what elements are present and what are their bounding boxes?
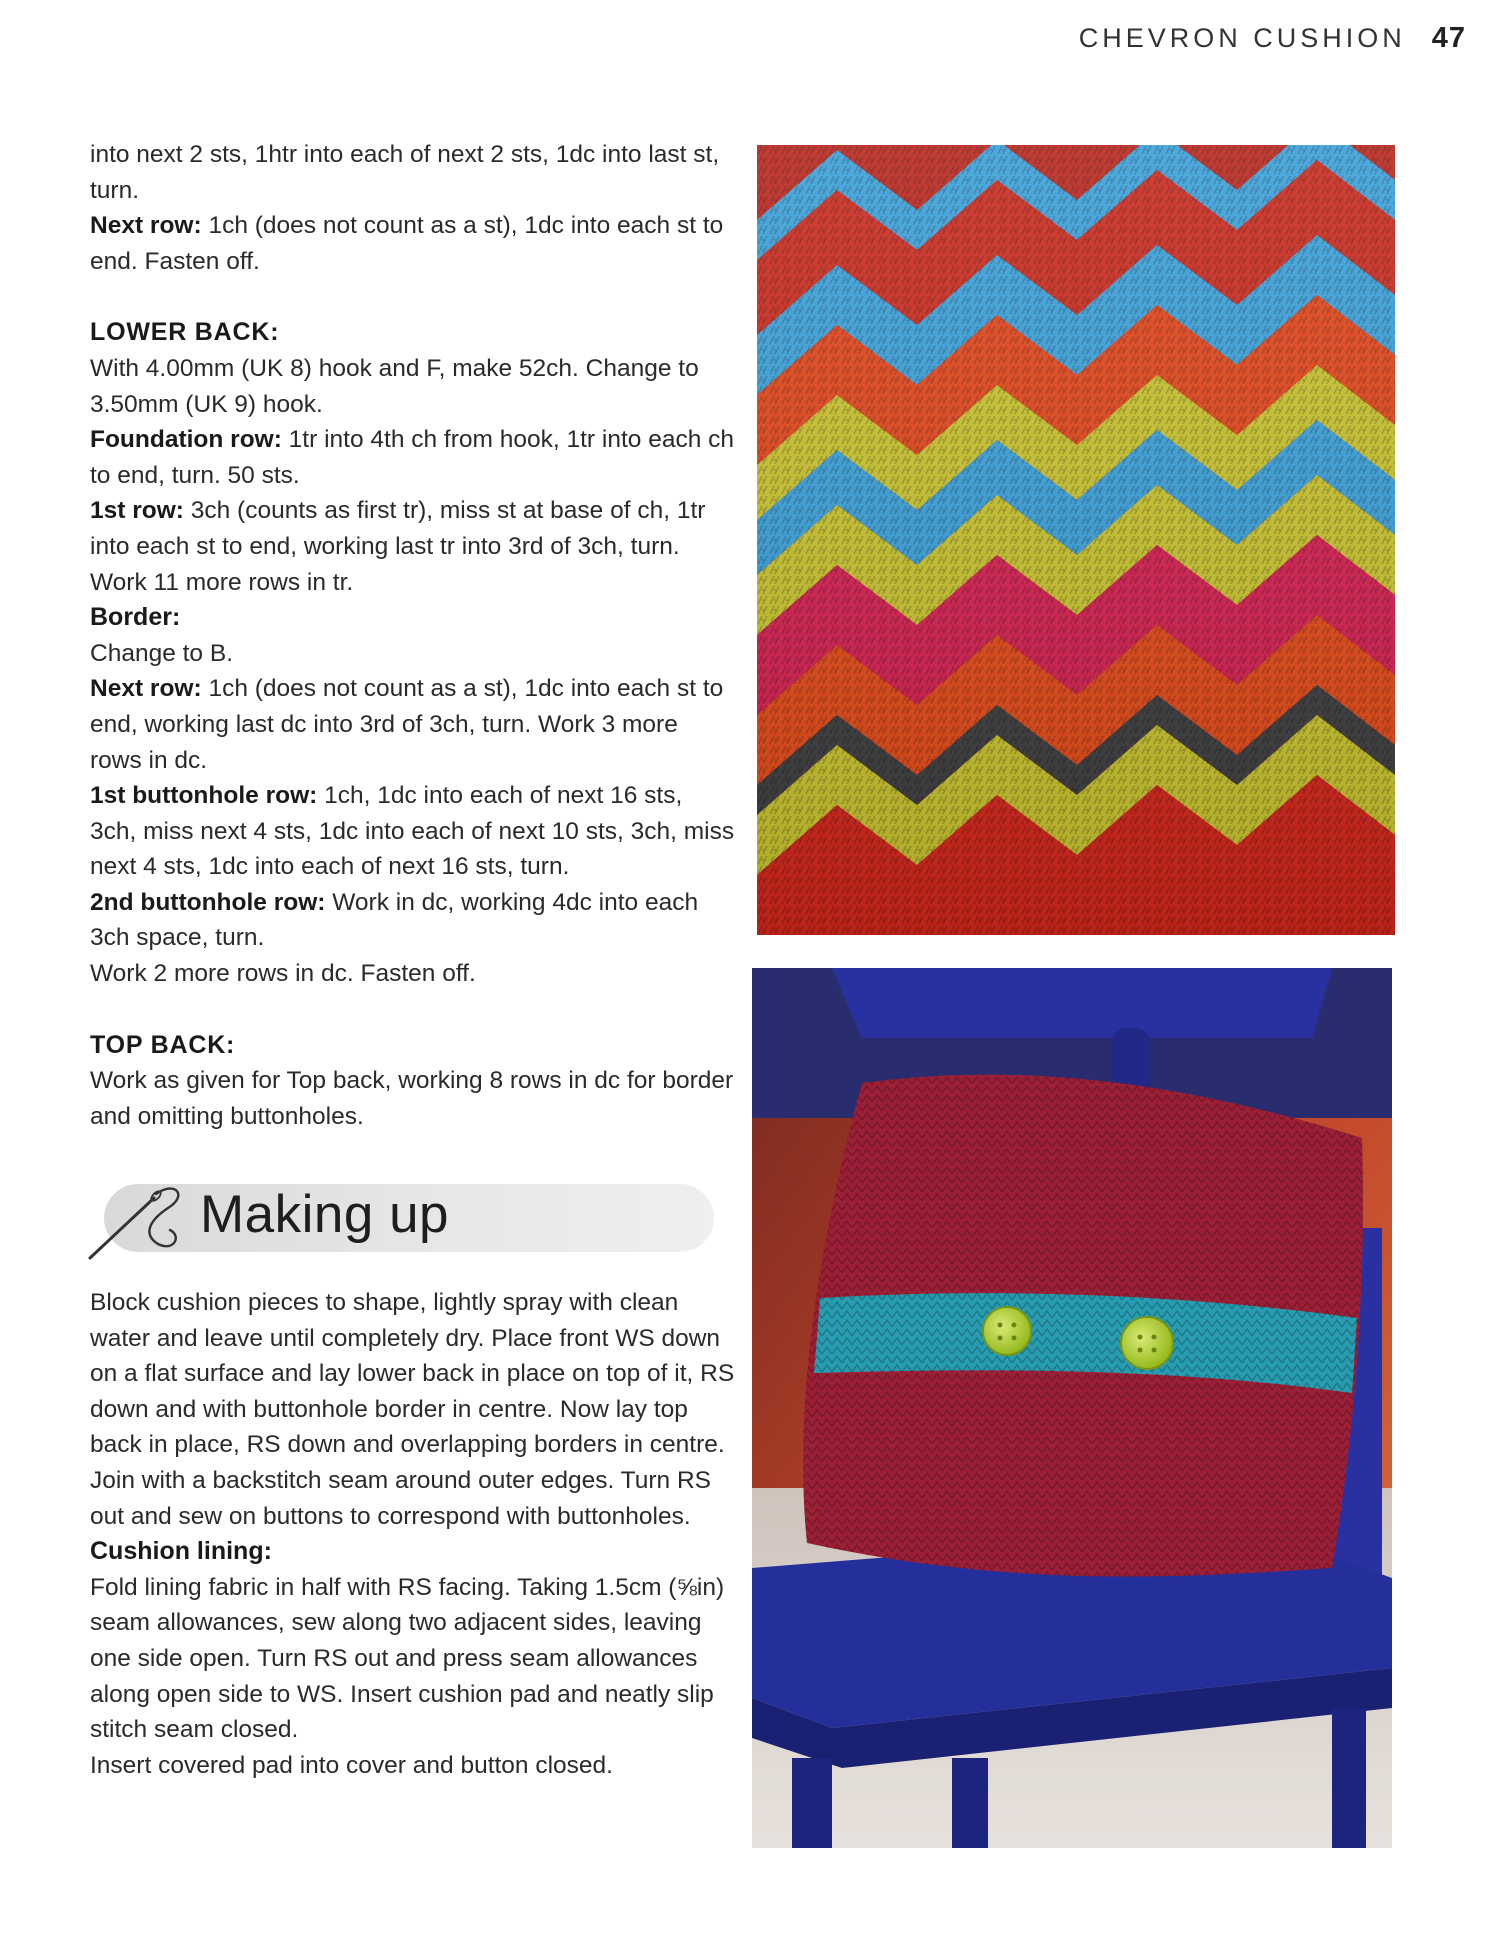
buttonhole-row-2 [90,885,735,956]
row-text: 1ch (does not count as a st), 1dc into each st to end, working last dc into 3rd of 3ch, turn. Work 3 more rows in dc. [90,675,724,774]
row-text: 1ch, 1dc into each of next 16 sts, 3ch, miss next 4 sts, 1dc into each of next 10 sts, 3ch, miss next 4 sts, 1dc into each of next 16 sts, turn. [90,782,735,881]
row-label: Next row: [90,675,202,703]
foundation-row [90,422,735,493]
making-up-body: Block cushion pieces to shape, lightly spray with clean water and leave until completely dry. Place front WS down on a flat surface and lay lower back in place on top of it, RS down and with buttonhole border in centre. Now lay top back in place, RS down and overlapping borders in centre. Join with a backstitch seam around outer edges. Turn RS out and sew on buttons to correspond with buttonholes. [90,1289,735,1530]
chevron-photo-illustration [757,145,1395,935]
border-next-row [90,671,735,778]
border-change: Change to B. [90,639,234,667]
chevron-crochet-photo [757,145,1395,935]
final-instruction: Insert covered pad into cover and button closed. [90,1751,613,1779]
top-back-heading: TOP BACK: [90,1030,236,1059]
making-up-banner [84,1178,716,1258]
first-row [90,493,735,564]
buttonhole-row-1 [90,778,735,885]
intro-next-row [90,208,735,279]
row-text: Work in dc, working 4dc into each 3ch space, turn. [90,888,699,952]
cushion-photo-illustration [752,968,1392,1848]
lower-back-intro: With 4.00mm (UK 8) hook and F, make 52ch. Change to 3.50mm (UK 9) hook. [90,354,699,418]
running-title: CHEVRON CUSHION [1078,23,1406,53]
instructions-column [90,137,735,1134]
lower-back-heading: LOWER BACK: [90,318,280,347]
page-number: 47 [1431,22,1466,54]
making-up-title: Making up [200,1185,450,1244]
row-text: 1tr into 4th ch from hook, 1tr into each ch to end, turn. 50 sts. [90,426,735,489]
cushion-lining-text: Fold lining fabric in half with RS facing. Taking 1.5cm (⅝in) seam allowances, sew along two adjacent sides, leaving one side open. Turn RS out and press seam allowances along open side to WS. Insert cushion pad and neatly slip stitch seam closed. [90,1573,725,1744]
border-heading: Border: [90,603,181,632]
row-label: 1st row: [90,497,184,525]
cushion-lining-heading: Cushion lining: [90,1537,272,1566]
making-up-column [90,1285,735,1783]
row-label: Foundation row: [90,426,282,454]
intro-line: into next 2 sts, 1htr into each of next 2 sts, 1dc into last st, turn. [90,141,720,204]
needle-thread-icon [84,1178,194,1262]
cushion-chair-photo [752,968,1392,1848]
row-text: 3ch (counts as first tr), miss st at base of ch, 1tr into each st to end, working last tr into 3rd of 3ch, turn. [90,497,706,560]
running-head [1079,22,1466,55]
top-back-text: Work as given for Top back, working 8 rows in dc for border and omitting buttonholes. [90,1067,734,1130]
row-label: 1st buttonhole row: [90,782,318,810]
row-label: 2nd buttonhole row: [90,888,326,916]
more-rows: Work 11 more rows in tr. [90,568,354,596]
row-label: Next row: [90,212,202,240]
row-text: 1ch (does not count as a st), 1dc into each st to end. Fasten off. [90,212,724,275]
border-finish: Work 2 more rows in dc. Fasten off. [90,960,476,988]
